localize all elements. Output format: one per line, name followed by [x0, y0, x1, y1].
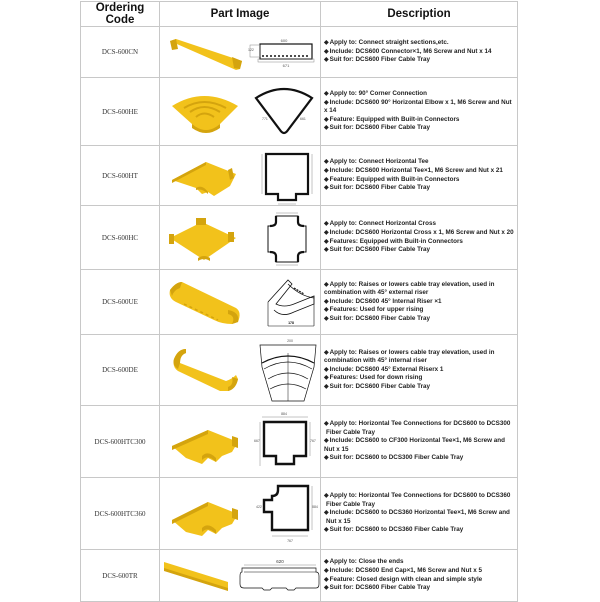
description-cell [321, 550, 518, 602]
desc-line: ◆ Apply to: Connect Horizontal Tee [324, 158, 515, 167]
ordering-code: DCS-600HTC300 [81, 406, 160, 478]
part-image-cell [160, 27, 321, 78]
ordering-code: DCS-600HC [81, 206, 160, 270]
part-image-cell [160, 206, 321, 270]
desc-line: ◆ Include: DCS600 45° External Riserx 1 [324, 366, 515, 375]
desc-line: ◆ Include: DCS600 to DCS360 Horizontal Tee×1, M6 Screw and [324, 509, 515, 518]
horizontal-elbow-icon [170, 90, 240, 134]
desc-line: ◆ Feature: Closed design with clean and simple style [324, 576, 515, 585]
desc-line: ◆ Suit for: DCS600 Fiber Cable Tray [324, 383, 515, 392]
svg-text:884: 884 [281, 412, 287, 416]
external-riser-icon [170, 347, 240, 395]
horizontal-cross-drawing [260, 210, 316, 268]
svg-text:884: 884 [312, 505, 318, 509]
description-cell [321, 270, 518, 335]
desc-line: ◆ Apply to: Connect Horizontal Cross [324, 220, 515, 229]
desc-line: ◆ Apply to: Raises or lowers cable tray elevation, used in combination with 45° external riser [324, 281, 515, 298]
internal-riser-icon [166, 278, 246, 328]
desc-line: ◆ Features: Used for down rising [324, 374, 515, 383]
part-image-cell [160, 478, 321, 550]
svg-text:767: 767 [310, 439, 316, 443]
ordering-code: DCS-600DE [81, 335, 160, 406]
svg-text:771: 771 [262, 117, 268, 121]
tee-reducer-300-icon [168, 422, 242, 470]
header-description: Description [321, 2, 518, 27]
svg-text:422: 422 [256, 505, 262, 509]
desc-line: ◆ Apply to: Horizontal Tee Connections for DCS600 to DCS300 [324, 420, 515, 429]
desc-line: ◆ Suit for: DCS600 Fiber Cable Tray [324, 56, 515, 65]
part-image-cell [160, 550, 321, 602]
description-cell [321, 335, 518, 406]
svg-text:661: 661 [300, 117, 306, 121]
header-row [81, 2, 518, 27]
ordering-code: DCS-600HTC360 [81, 478, 160, 550]
tee-reducer-300-drawing [250, 410, 320, 474]
end-cap-drawing [236, 558, 320, 594]
svg-text:671: 671 [282, 63, 290, 68]
svg-text:200: 200 [287, 339, 293, 343]
desc-line: ◆ Suit for: DCS600 Fiber Cable Tray [324, 124, 515, 133]
description-cell [321, 478, 518, 550]
svg-text:178: 178 [288, 321, 294, 325]
header-part-image: Part Image [160, 2, 321, 27]
internal-riser-drawing [264, 274, 318, 330]
desc-line: ◆ Features: Used for upper rising [324, 306, 515, 315]
desc-line: ◆ Suit for: DCS600 Fiber Cable Tray [324, 315, 515, 324]
table-row [81, 478, 518, 550]
desc-line: ◆ Features: Equipped with Built-in Connectors [324, 238, 515, 247]
description-cell [321, 27, 518, 78]
horizontal-tee-drawing [256, 150, 316, 206]
svg-text:767: 767 [287, 539, 293, 543]
ordering-code: DCS-600TR [81, 550, 160, 602]
desc-line: ◆ Include: DCS600 End Cap×1, M6 Screw and Nut x 5 [324, 567, 515, 576]
desc-line: ◆ Apply to: Close the ends [324, 558, 515, 567]
table-row [81, 206, 518, 270]
desc-line: ◆ Include: DCS600 Connector×1, M6 Screw and Nut x 14 [324, 48, 515, 57]
svg-text:122: 122 [248, 48, 254, 52]
desc-line: Nut x 15 [326, 517, 351, 525]
tee-reducer-360-drawing [254, 482, 320, 548]
horizontal-tee-icon [170, 156, 240, 200]
ordering-code: DCS-600HT [81, 146, 160, 206]
desc-line: ◆ Suit for: DCS600 Fiber Cable Tray [324, 184, 515, 193]
desc-line: ◆ Suit for: DCS600 Fiber Cable Tray [324, 246, 515, 255]
ordering-code: DCS-600UE [81, 270, 160, 335]
part-image-cell [160, 406, 321, 478]
table-row [81, 78, 518, 146]
header-ordering-code: Ordering Code [81, 2, 160, 27]
part-image-cell [160, 146, 321, 206]
ordering-code: DCS-600HE [81, 78, 160, 146]
desc-line: Fiber Cable Tray [326, 428, 375, 436]
svg-text:600: 600 [280, 38, 288, 43]
straight-connector-drawing [246, 37, 320, 73]
svg-text:620: 620 [276, 559, 284, 564]
table-row [81, 550, 518, 602]
straight-connector-icon [166, 35, 246, 73]
desc-line: ◆ Include: DCS600 Horizontal Tee×1, M6 Screw and Nut x 21 [324, 167, 515, 176]
desc-line: ◆ Feature: Equipped with Built-in Connectors [324, 116, 515, 125]
desc-line: ◆ Apply to: Connect straight sections,etc. [324, 39, 515, 48]
horizontal-elbow-drawing [252, 84, 316, 140]
table-row [81, 146, 518, 206]
description-cell [321, 406, 518, 478]
desc-line: ◆ Include: DCS600 90° Horizontal Elbow x 1, M6 Screw and Nut x 14 [324, 99, 515, 116]
horizontal-cross-icon [166, 216, 240, 264]
part-image-cell [160, 335, 321, 406]
desc-line: Fiber Cable Tray [326, 500, 375, 508]
table-row [81, 335, 518, 406]
part-image-cell [160, 270, 321, 335]
desc-line: ◆ Include: DCS600 Horizontal Cross x 1, M6 Screw and Nut x 20 [324, 229, 515, 238]
desc-line: ◆ Suit for: DCS600 Fiber Cable Tray [324, 584, 515, 593]
product-ordering-table [80, 1, 518, 602]
description-cell [321, 78, 518, 146]
tee-reducer-360-icon [168, 494, 242, 542]
description-cell [321, 206, 518, 270]
ordering-code: DCS-600CN [81, 27, 160, 78]
desc-line: ◆ Include: DCS600 45° Internal Riser ×1 [324, 298, 515, 307]
svg-text:667: 667 [254, 439, 260, 443]
desc-line: ◆ Include: DCS600 to CF300 Horizontal Tee×1, M6 Screw and Nut x 15 [324, 437, 515, 454]
table-row [81, 270, 518, 335]
external-riser-drawing [256, 337, 320, 405]
description-cell [321, 146, 518, 206]
desc-line: ◆ Suit for: DCS600 to DCS360 Fiber Cable Tray [324, 526, 515, 535]
table-row [81, 406, 518, 478]
desc-line: ◆ Apply to: Horizontal Tee Connections for DCS600 to DCS360 [324, 492, 515, 501]
desc-line: ◆ Feature: Equipped with Built-in Connectors [324, 176, 515, 185]
end-cap-icon [162, 560, 232, 596]
desc-line: ◆ Suit for: DCS600 to DCS300 Fiber Cable Tray [324, 454, 515, 463]
desc-line: ◆ Apply to: Raises or lowers cable tray elevation, used in combination with 45° internal riser [324, 349, 515, 366]
table-row [81, 27, 518, 78]
desc-line: ◆ Apply to: 90° Corner Connection [324, 90, 515, 99]
part-image-cell [160, 78, 321, 146]
